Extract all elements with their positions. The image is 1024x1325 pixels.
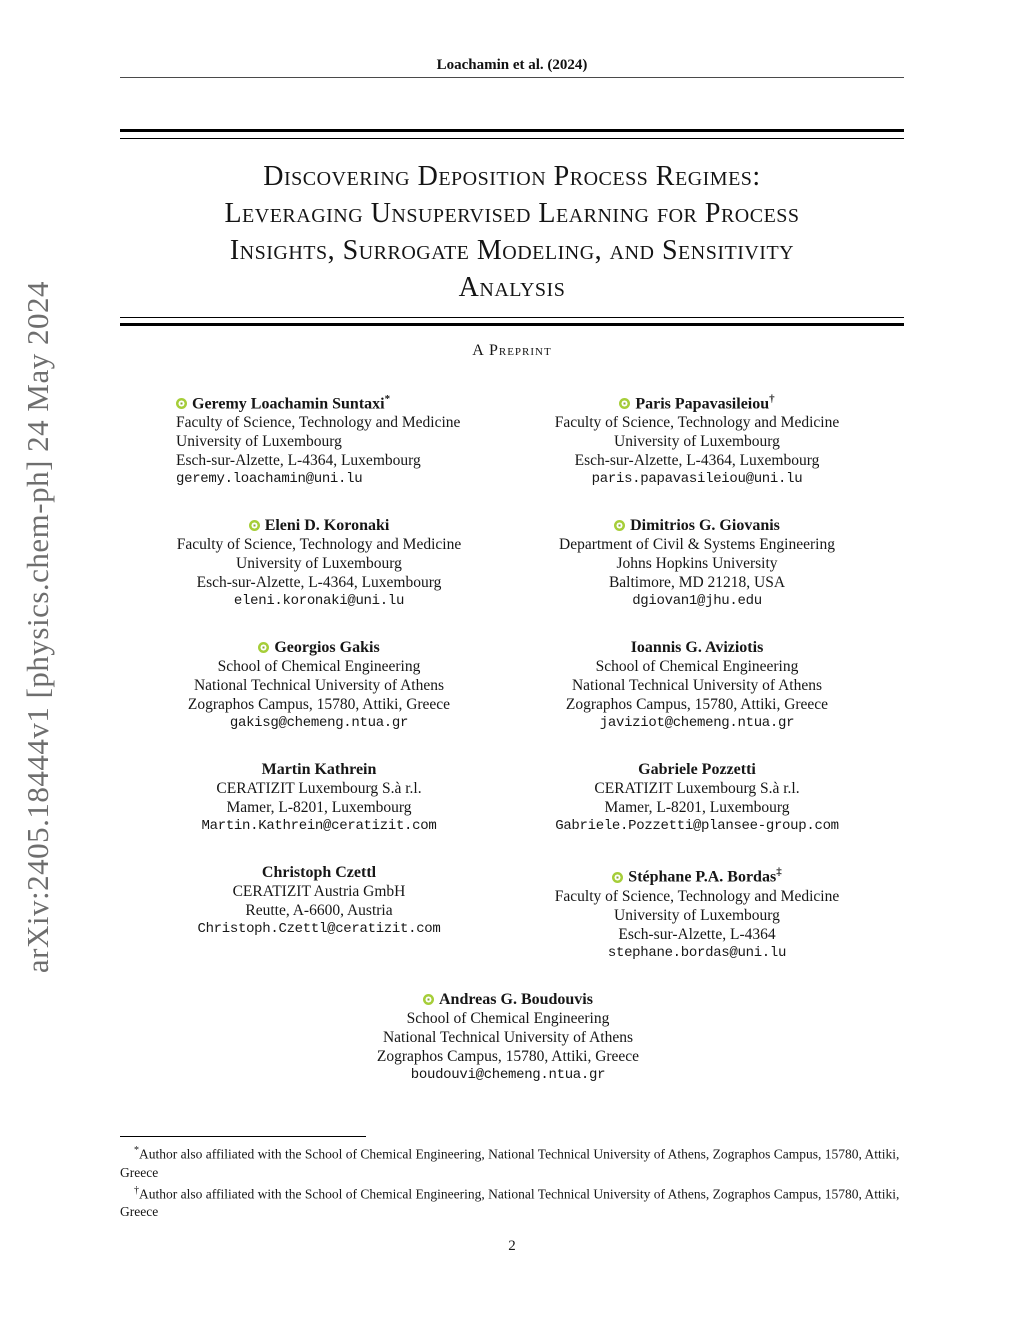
author-name-text: Dimitrios G. Giovanis xyxy=(630,517,780,535)
author-name-text: Paris Papavasileiou xyxy=(635,395,770,413)
author-name-text: Eleni D. Koronaki xyxy=(264,517,390,535)
footnote-text: Author also affiliated with the School of Chemical Engineering, National Technical University of Athens, Zographos Campus, 15780, Attiki, Greece xyxy=(120,1186,900,1219)
author-affiliation-line: CERATIZIT Luxembourg S.à r.l. xyxy=(216,780,422,798)
author-email: paris.papavasileiou@uni.lu xyxy=(591,471,803,488)
author-name xyxy=(176,390,508,413)
author-affiliation-line: Reutte, A-6600, Austria xyxy=(245,902,393,920)
paper-title xyxy=(120,158,904,306)
author-affiliation-line: University of Luxembourg xyxy=(614,433,780,451)
author-block-koronaki xyxy=(130,516,508,611)
title-line: Insights, Surrogate Modeling, and Sensitivity xyxy=(229,235,795,266)
author-list xyxy=(130,390,886,1085)
author-block-bordas xyxy=(508,863,886,962)
author-affiliation-line: Baltimore, MD 21218, USA xyxy=(608,574,786,592)
author-name-text: Ioannis G. Aviziotis xyxy=(630,639,764,657)
author-affiliation-line: National Technical University of Athens xyxy=(382,1028,633,1046)
author-block-aviziotis xyxy=(508,638,886,733)
footnote-text: Author also affiliated with the School of Chemical Engineering, National Technical University of Athens, Zographos Campus, 15780, Attiki, Greece xyxy=(120,1146,900,1180)
author-email: geremy.loachamin@uni.lu xyxy=(176,471,363,488)
author-affiliation-line: Mamer, L-8201, Luxembourg xyxy=(604,799,790,817)
footnotes-section xyxy=(120,1136,904,1221)
author-name xyxy=(508,390,886,413)
author-affiliation-line: Zographos Campus, 15780, Attiki, Greece xyxy=(376,1047,640,1065)
author-email: javiziot@chemeng.ntua.gr xyxy=(599,715,795,732)
footnote-mark: * xyxy=(134,1145,139,1156)
title-rule-thick-bottom xyxy=(120,323,904,326)
footnote xyxy=(120,1142,904,1182)
author-name-text: Stéphane P.A. Bordas xyxy=(628,868,777,886)
orcid-icon[interactable] xyxy=(612,872,623,883)
author-name xyxy=(130,760,508,779)
author-affiliation-line: University of Luxembourg xyxy=(614,906,780,924)
footnote-mark: † xyxy=(134,1184,139,1196)
author-name xyxy=(508,760,886,779)
author-block-czettl xyxy=(130,863,508,962)
author-block-gakis xyxy=(130,638,508,733)
footnote xyxy=(120,1182,904,1222)
author-name xyxy=(130,990,886,1009)
title-rule-thick-top xyxy=(120,129,904,132)
author-affiliation-line: School of Chemical Engineering xyxy=(217,658,421,676)
author-affiliation-line: University of Luxembourg xyxy=(176,433,342,451)
authors-row xyxy=(130,638,886,733)
author-name-text: Christoph Czettl xyxy=(261,864,377,882)
author-affiliation-line: Department of Civil & Systems Engineering xyxy=(559,536,835,554)
author-affiliation-line: School of Chemical Engineering xyxy=(595,658,799,676)
authors-row xyxy=(130,516,886,611)
author-block-giovanis xyxy=(508,516,886,611)
author-affiliation-line: Esch-sur-Alzette, L-4364, Luxembourg xyxy=(574,452,820,470)
author-footnote-mark: † xyxy=(769,393,775,405)
author-affiliation-line: National Technical University of Athens xyxy=(193,677,444,695)
author-affiliation-line: Faculty of Science, Technology and Medicine xyxy=(176,414,461,432)
author-affiliation-line: National Technical University of Athens xyxy=(571,677,822,695)
orcid-icon[interactable] xyxy=(249,520,260,531)
author-affiliation-line: Esch-sur-Alzette, L-4364, Luxembourg xyxy=(196,574,442,592)
author-affiliation-line: Johns Hopkins University xyxy=(616,555,778,573)
authors-row xyxy=(130,390,886,489)
author-name-text: Gabriele Pozzetti xyxy=(638,761,756,779)
author-affiliation-line: Zographos Campus, 15780, Attiki, Greece xyxy=(565,696,829,714)
author-name-text: Georgios Gakis xyxy=(274,639,380,657)
author-name xyxy=(508,516,886,535)
page-number: 2 xyxy=(508,1238,516,1254)
orcid-icon[interactable] xyxy=(619,398,630,409)
author-email: eleni.koronaki@uni.lu xyxy=(233,593,405,610)
author-name-text: Andreas G. Boudouvis xyxy=(439,990,593,1008)
authors-row xyxy=(130,863,886,962)
author-name xyxy=(130,863,508,882)
author-block-loachamin xyxy=(130,390,508,489)
author-email: Christoph.Czettl@ceratizit.com xyxy=(197,921,441,938)
author-name-text: Martin Kathrein xyxy=(261,761,377,779)
author-block-papavasileiou xyxy=(508,390,886,489)
author-affiliation-line: CERATIZIT Austria GmbH xyxy=(232,883,406,901)
footnote-rule xyxy=(120,1136,366,1137)
arxiv-watermark: arXiv:2405.18444v1 [physics.chem-ph] 24 May 2024 xyxy=(20,281,55,974)
preprint-label: A Preprint xyxy=(472,342,552,359)
author-name xyxy=(130,638,508,657)
author-affiliation-line: Mamer, L-8201, Luxembourg xyxy=(226,799,412,817)
authors-row xyxy=(130,990,886,1085)
title-line: Analysis xyxy=(458,272,566,303)
author-affiliation-line: Faculty of Science, Technology and Medicine xyxy=(176,536,462,554)
author-name xyxy=(130,516,508,535)
title-rule-thin-bottom xyxy=(120,317,904,318)
author-email: dgiovan1@jhu.edu xyxy=(632,593,762,610)
author-footnote-mark: * xyxy=(384,393,391,405)
author-email: gakisg@chemeng.ntua.gr xyxy=(229,715,409,732)
author-affiliation-line: Esch-sur-Alzette, L-4364, Luxembourg xyxy=(176,452,421,470)
author-affiliation-line: School of Chemical Engineering xyxy=(406,1009,610,1027)
author-affiliation-line: Esch-sur-Alzette, L-4364 xyxy=(618,925,776,943)
author-email: Martin.Kathrein@ceratizit.com xyxy=(201,818,437,835)
orcid-icon[interactable] xyxy=(614,520,625,531)
author-block-boudouvis xyxy=(130,990,886,1085)
author-block-pozzetti xyxy=(508,760,886,836)
author-block-kathrein xyxy=(130,760,508,836)
author-affiliation-line: University of Luxembourg xyxy=(236,555,402,573)
orcid-icon[interactable] xyxy=(423,994,434,1005)
author-email: stephane.bordas@uni.lu xyxy=(607,944,787,961)
authors-row xyxy=(130,760,886,836)
page-content xyxy=(120,0,904,1112)
orcid-icon[interactable] xyxy=(176,398,187,409)
running-head: Loachamin et al. (2024) xyxy=(436,57,588,73)
author-name xyxy=(508,863,886,886)
author-affiliation-line: CERATIZIT Luxembourg S.à r.l. xyxy=(594,780,800,798)
title-rule-thin-top xyxy=(120,138,904,139)
author-name xyxy=(508,638,886,657)
author-email: boudouvi@chemeng.ntua.gr xyxy=(410,1066,606,1083)
author-affiliation-line: Faculty of Science, Technology and Medicine xyxy=(554,414,840,432)
author-affiliation-line: Faculty of Science, Technology and Medicine xyxy=(554,887,840,905)
author-name-text: Geremy Loachamin Suntaxi xyxy=(192,395,385,413)
title-line: Discovering Deposition Process Regimes: xyxy=(263,161,761,192)
title-line: Leveraging Unsupervised Learning for Process xyxy=(224,198,800,229)
orcid-icon[interactable] xyxy=(258,642,269,653)
author-email: Gabriele.Pozzetti@plansee-group.com xyxy=(555,818,839,835)
author-affiliation-line: Zographos Campus, 15780, Attiki, Greece xyxy=(187,696,451,714)
running-head-rule xyxy=(120,77,904,78)
author-footnote-mark: ‡ xyxy=(776,866,782,879)
